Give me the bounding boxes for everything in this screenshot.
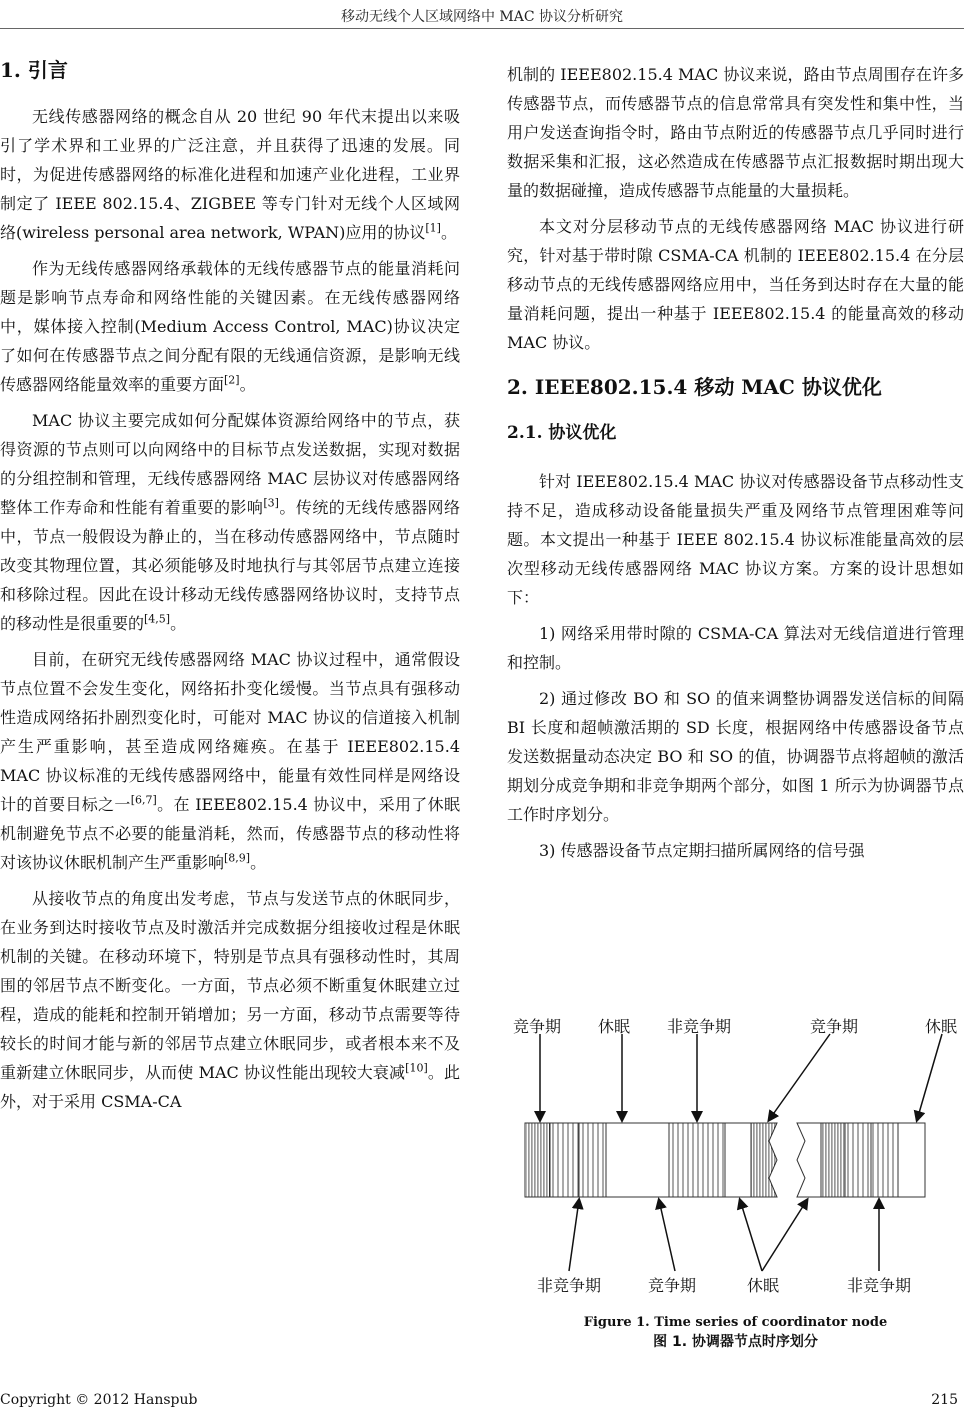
label-inactive-period: 休眠 [925, 1017, 958, 1036]
figure-caption-english: Figure 1. Time series of coordinator node [583, 1315, 888, 1330]
contention-period-block-1 [525, 1123, 550, 1197]
label-inactive-period: 休眠 [598, 1017, 631, 1036]
header-rule [0, 28, 964, 29]
body-paragraph: 针对 IEEE802.15.4 MAC 协议对传感器设备节点移动性支持不足，造成移动设备能量损失严重及网络节点管理困难等问题。本文提出一种基于 IEEE 802.15.4 协议标准能量高效的层次型移动无线传感器网络 MAC 协议方案。方案的设计思想如下： [507, 472, 964, 607]
arrow-contention-2 [769, 1034, 830, 1120]
section-2-heading: 2. IEEE802.15.4 移动 MAC 协议优化 [507, 375, 882, 399]
time-break-right [797, 1123, 821, 1197]
citation: [8,9] [224, 851, 251, 865]
label-contention-period: 竞争期 [648, 1276, 697, 1295]
label-contention-period: 竞争期 [810, 1017, 859, 1036]
label-contention-free-period: 非竞争期 [667, 1017, 732, 1036]
citation: [2] [224, 373, 240, 387]
citation: [4,5] [144, 612, 171, 626]
inactive-period-block-1 [606, 1123, 669, 1197]
citation: [10] [405, 1061, 428, 1075]
page-number: 215 [931, 1392, 958, 1408]
running-header: 移动无线个人区域网络中 MAC 协议分析研究 [340, 9, 624, 25]
citation: [3] [263, 496, 279, 510]
body-paragraph-continued: 机制的 IEEE802.15.4 MAC 协议来说，路由节点周围存在许多传感器节点，而传感器节点的信息常常具有突发性和集中性，当用户发送查询指令时，路由节点附近的传感器节点几乎同时进行数据采集和汇报，这必然造成在传感器节点汇报数据时期出现大量的数据碰撞，造成传感器节点能量的大量损耗。 [507, 65, 964, 200]
cfp-slot-3 [669, 1123, 725, 1197]
section-1-heading: 1. 引言 [0, 58, 68, 82]
inactive-period-block-3 [898, 1123, 925, 1197]
cfp-slot-4 [845, 1123, 871, 1197]
list-item-1: 1) 网络采用带时隙的 CSMA-CA 算法对无线信道进行管理和控制。 [507, 624, 964, 672]
contention-period-block-2 [821, 1123, 845, 1197]
intro-paragraph-2: 作为无线传感器网络承载体的无线传感器节点的能量消耗问题是影响节点寿命和网络性能的关键因素。在无线传感器网络中，媒体接入控制(Medium Access Control, MAC)协议决定了如何在传感器节点之间分配有限的无线通信资源，是影响无线传感器网络能量效率的重要方面[2]。 [0, 259, 460, 394]
right-column [507, 60, 964, 872]
timing-diagram-svg [507, 1006, 964, 1306]
intro-paragraph-1: 无线传感器网络的概念自从 20 世纪 90 年代末提出以来吸引了学术界和工业界的广泛注意，并且获得了迅速的发展。同时，为促进传感器网络的标准化进程和加速产业化进程，工业界制定了 IEEE 802.15.4、ZIGBEE 等专门针对无线个人区域网络(wireless personal area network, WPAN)应用的协议[1]。 [0, 107, 460, 242]
time-break-left [751, 1123, 777, 1197]
copyright-footer: Copyright © 2012 Hanspub [0, 1392, 198, 1408]
list-item-2: 2) 通过修改 BO 和 SO 的值来调整协调器发送信标的间隔 BI 长度和超帧激活期的 SD 长度，根据网络中传感器设备节点发送数据量动态决定 BO 和 SO 的值，协调器节点将超帧的激活期划分成竞争期和非竞争期两个部分，如图 1 所示为协调器节点工作时序划分。 [507, 689, 964, 824]
cfp-slot-2 [579, 1123, 606, 1197]
arrow-cfp-2 [569, 1200, 579, 1271]
intro-paragraph-5: 从接收节点的角度出发考虑，节点与发送节点的休眠同步，在业务到达时接收节点及时激活并完成数据分组接收过程是休眠机制的关键。在移动环境下，特别是节点具有强移动性时，其周围的邻居节点不断变化。一方面，节点必须不断重复休眠建立过程，造成的能耗和控制开销增加；另一方面，移动节点需要等待较长的时间才能与新的邻居节点建立休眠同步，或者根本来不及重新建立休眠同步，从而使 MAC 协议性能出现较大衰减[10]。此外，对于采用 CSMA-CA [0, 889, 460, 1111]
figure-1-timing-diagram [507, 1006, 964, 1356]
arrow-sleep-3a [740, 1200, 762, 1271]
arrow-sleep-2 [917, 1034, 942, 1120]
list-item-3: 3) 传感器设备节点定期扫描所属网络的信号强 [539, 841, 865, 860]
label-contention-free-period: 非竞争期 [847, 1276, 912, 1295]
body-paragraph: 本文对分层移动节点的无线传感器网络 MAC 协议进行研究，针对基于带时隙 CSMA-CA 机制的 IEEE802.15.4 在分层移动节点的无线传感器网络应用中，当任务到达时存在大量的能量消耗问题，提出一种基于 IEEE802.15.4 的能量高效的移动 MAC 协议。 [507, 217, 964, 352]
label-inactive-period: 休眠 [747, 1276, 780, 1295]
arrow-sleep-3b [762, 1200, 807, 1271]
section-2-1-heading: 2.1. 协议优化 [507, 423, 617, 443]
inactive-period-block-2 [725, 1123, 751, 1197]
label-contention-period: 竞争期 [513, 1017, 562, 1036]
arrow-contention-3 [659, 1200, 675, 1271]
left-column [0, 54, 460, 1123]
intro-paragraph-4: 目前，在研究无线传感器网络 MAC 协议过程中，通常假设节点位置不会发生变化，网络拓扑变化缓慢。当节点具有强移动性造成网络拓扑剧烈变化时，可能对 MAC 协议的信道接入机制产生严重影响，甚至造成网络瘫痪。在基于 IEEE802.15.4 MAC 协议标准的无线传感器网络中，能量有效性同样是网络设计的首要目标之一[6,7]。在 IEEE802.15.4 协议中，采用了休眠机制避免节点不必要的能量消耗，然而，传感器节点的移动性将对该协议休眠机制产生严重影响[8,9]。 [0, 650, 460, 872]
intro-paragraph-3: MAC 协议主要完成如何分配媒体资源给网络中的节点，获得资源的节点则可以向网络中的目标节点发送数据，实现对数据的分组控制和管理，无线传感器网络 MAC 层协议对传感器网络整体工作寿命和性能有着重要的影响[3]。传统的无线传感器网络中，节点一般假设为静止的，当在移动传感器网络中，节点随时改变其物理位置，其必须能够及时地执行与其邻居节点建立连接和移除过程。因此在设计移动无线传感器网络协议时，支持节点的移动性是很重要的[4,5]。 [0, 411, 460, 633]
citation: [6,7] [130, 793, 157, 807]
figure-caption-chinese: 图 1. 协调器节点时序划分 [653, 1334, 818, 1350]
citation: [1] [425, 221, 441, 235]
cfp-slot-5 [871, 1123, 898, 1197]
label-contention-free-period: 非竞争期 [537, 1276, 602, 1295]
cfp-slot-1 [550, 1123, 579, 1197]
